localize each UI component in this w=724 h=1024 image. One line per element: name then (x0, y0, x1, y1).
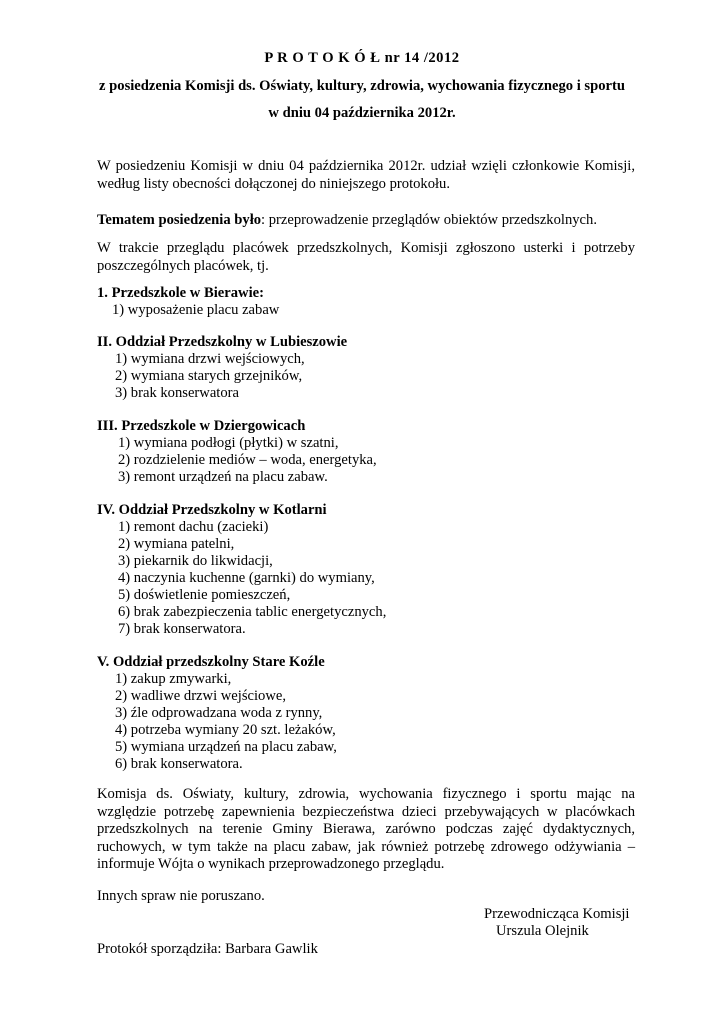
protocol-title: P R O T O K Ó Ł nr 14 /2012 (264, 50, 460, 66)
section-kotlarnia (97, 502, 657, 638)
list-item: 1) wymiana podłogi (płytki) w szatni, (118, 435, 339, 451)
list-item: 6) brak konserwatora. (115, 756, 243, 772)
intro-text: W posiedzeniu Komisji w dniu 04 października 2012r. udział wzięli członkowie Komisji, według listy obecności dołączonej do niniejszego protokołu. (97, 158, 635, 192)
intro-paragraph (97, 157, 635, 193)
list-item: 2) wymiana patelni, (118, 536, 235, 552)
list-item: 2) wadliwe drzwi wejściowe, (115, 688, 287, 704)
section-bierawa (97, 285, 657, 319)
section-items (97, 519, 657, 638)
section-dziergowice (97, 418, 657, 486)
section-items (97, 302, 657, 319)
section-title: IV. Oddział Przedszkolny w Kotlarni (97, 502, 327, 518)
section-lubieszow (97, 334, 657, 402)
list-item: 3) brak konserwatora (115, 385, 239, 401)
section-title: V. Oddział przedszkolny Stare Koźle (97, 654, 325, 670)
other-matters: Innych spraw nie poruszano. (97, 888, 265, 904)
list-item: 6) brak zabezpieczenia tablic energetycznych, (118, 604, 387, 620)
list-item: 3) źle odprowadzana woda z rynny, (115, 705, 323, 721)
section-title: 1. Przedszkole w Bierawie: (97, 285, 264, 301)
list-item: 1) zakup zmywarki, (115, 671, 232, 687)
closing-text: Komisja ds. Oświaty, kultury, zdrowia, wychowania fizycznego i sportu mając na względzie potrzebę zapewnienia bezpieczeństwa dzieci przebywających w placówkach przedszkolnych na terenie Gminy Bierawa, zarówno podczas zajęć dydaktycznych, ruchowych, w tym także na placu zabaw, jak również potrzebę zdrowego odżywiania – informuje Wójta o wynikach przeprowadzonego przeglądu. (97, 786, 635, 872)
list-item: 5) doświetlenie pomieszczeń, (118, 587, 291, 603)
review-intro-text: W trakcie przeglądu placówek przedszkolnych, Komisji zgłoszono usterki i potrzeby poszczególnych placówek, tj. (97, 240, 635, 274)
list-item: 1) wymiana drzwi wejściowych, (115, 351, 305, 367)
protocol-subtitle: z posiedzenia Komisji ds. Oświaty, kultury, zdrowia, wychowania fizycznego i sportu (99, 78, 625, 94)
list-item: 4) potrzeba wymiany 20 szt. leżaków, (115, 722, 336, 738)
topic-text: : przeprowadzenie przeglądów obiektów przedszkolnych. (261, 212, 597, 228)
list-item: 1) remont dachu (zacieki) (118, 519, 269, 535)
signature-role: Przewodnicząca Komisji (484, 906, 630, 922)
list-item: 4) naczynia kuchenne (garnki) do wymiany, (118, 570, 375, 586)
topic-paragraph (97, 211, 635, 229)
list-item: 7) brak konserwatora. (118, 621, 246, 637)
list-item: 5) wymiana urządzeń na placu zabaw, (115, 739, 337, 755)
topic-label: Tematem posiedzenia było (97, 212, 262, 228)
section-items (97, 435, 657, 486)
section-items (97, 671, 657, 773)
list-item: 2) rozdzielenie mediów – woda, energetyka, (118, 452, 377, 468)
prepared-by: Protokół sporządziła: Barbara Gawlik (97, 941, 318, 957)
section-title: II. Oddział Przedszkolny w Lubieszowie (97, 334, 348, 350)
signature-name: Urszula Olejnik (496, 923, 589, 939)
section-stare-kozle (97, 654, 657, 773)
list-item: 1) wyposażenie placu zabaw (112, 302, 280, 318)
review-intro-paragraph (97, 239, 635, 275)
section-items (97, 351, 657, 402)
list-item: 2) wymiana starych grzejników, (115, 368, 303, 384)
list-item: 3) piekarnik do likwidacji, (118, 553, 273, 569)
protocol-date: w dniu 04 października 2012r. (268, 105, 456, 121)
closing-paragraph (97, 786, 635, 874)
list-item: 3) remont urządzeń na placu zabaw. (118, 469, 328, 485)
section-title: III. Przedszkole w Dziergowicach (97, 418, 306, 434)
